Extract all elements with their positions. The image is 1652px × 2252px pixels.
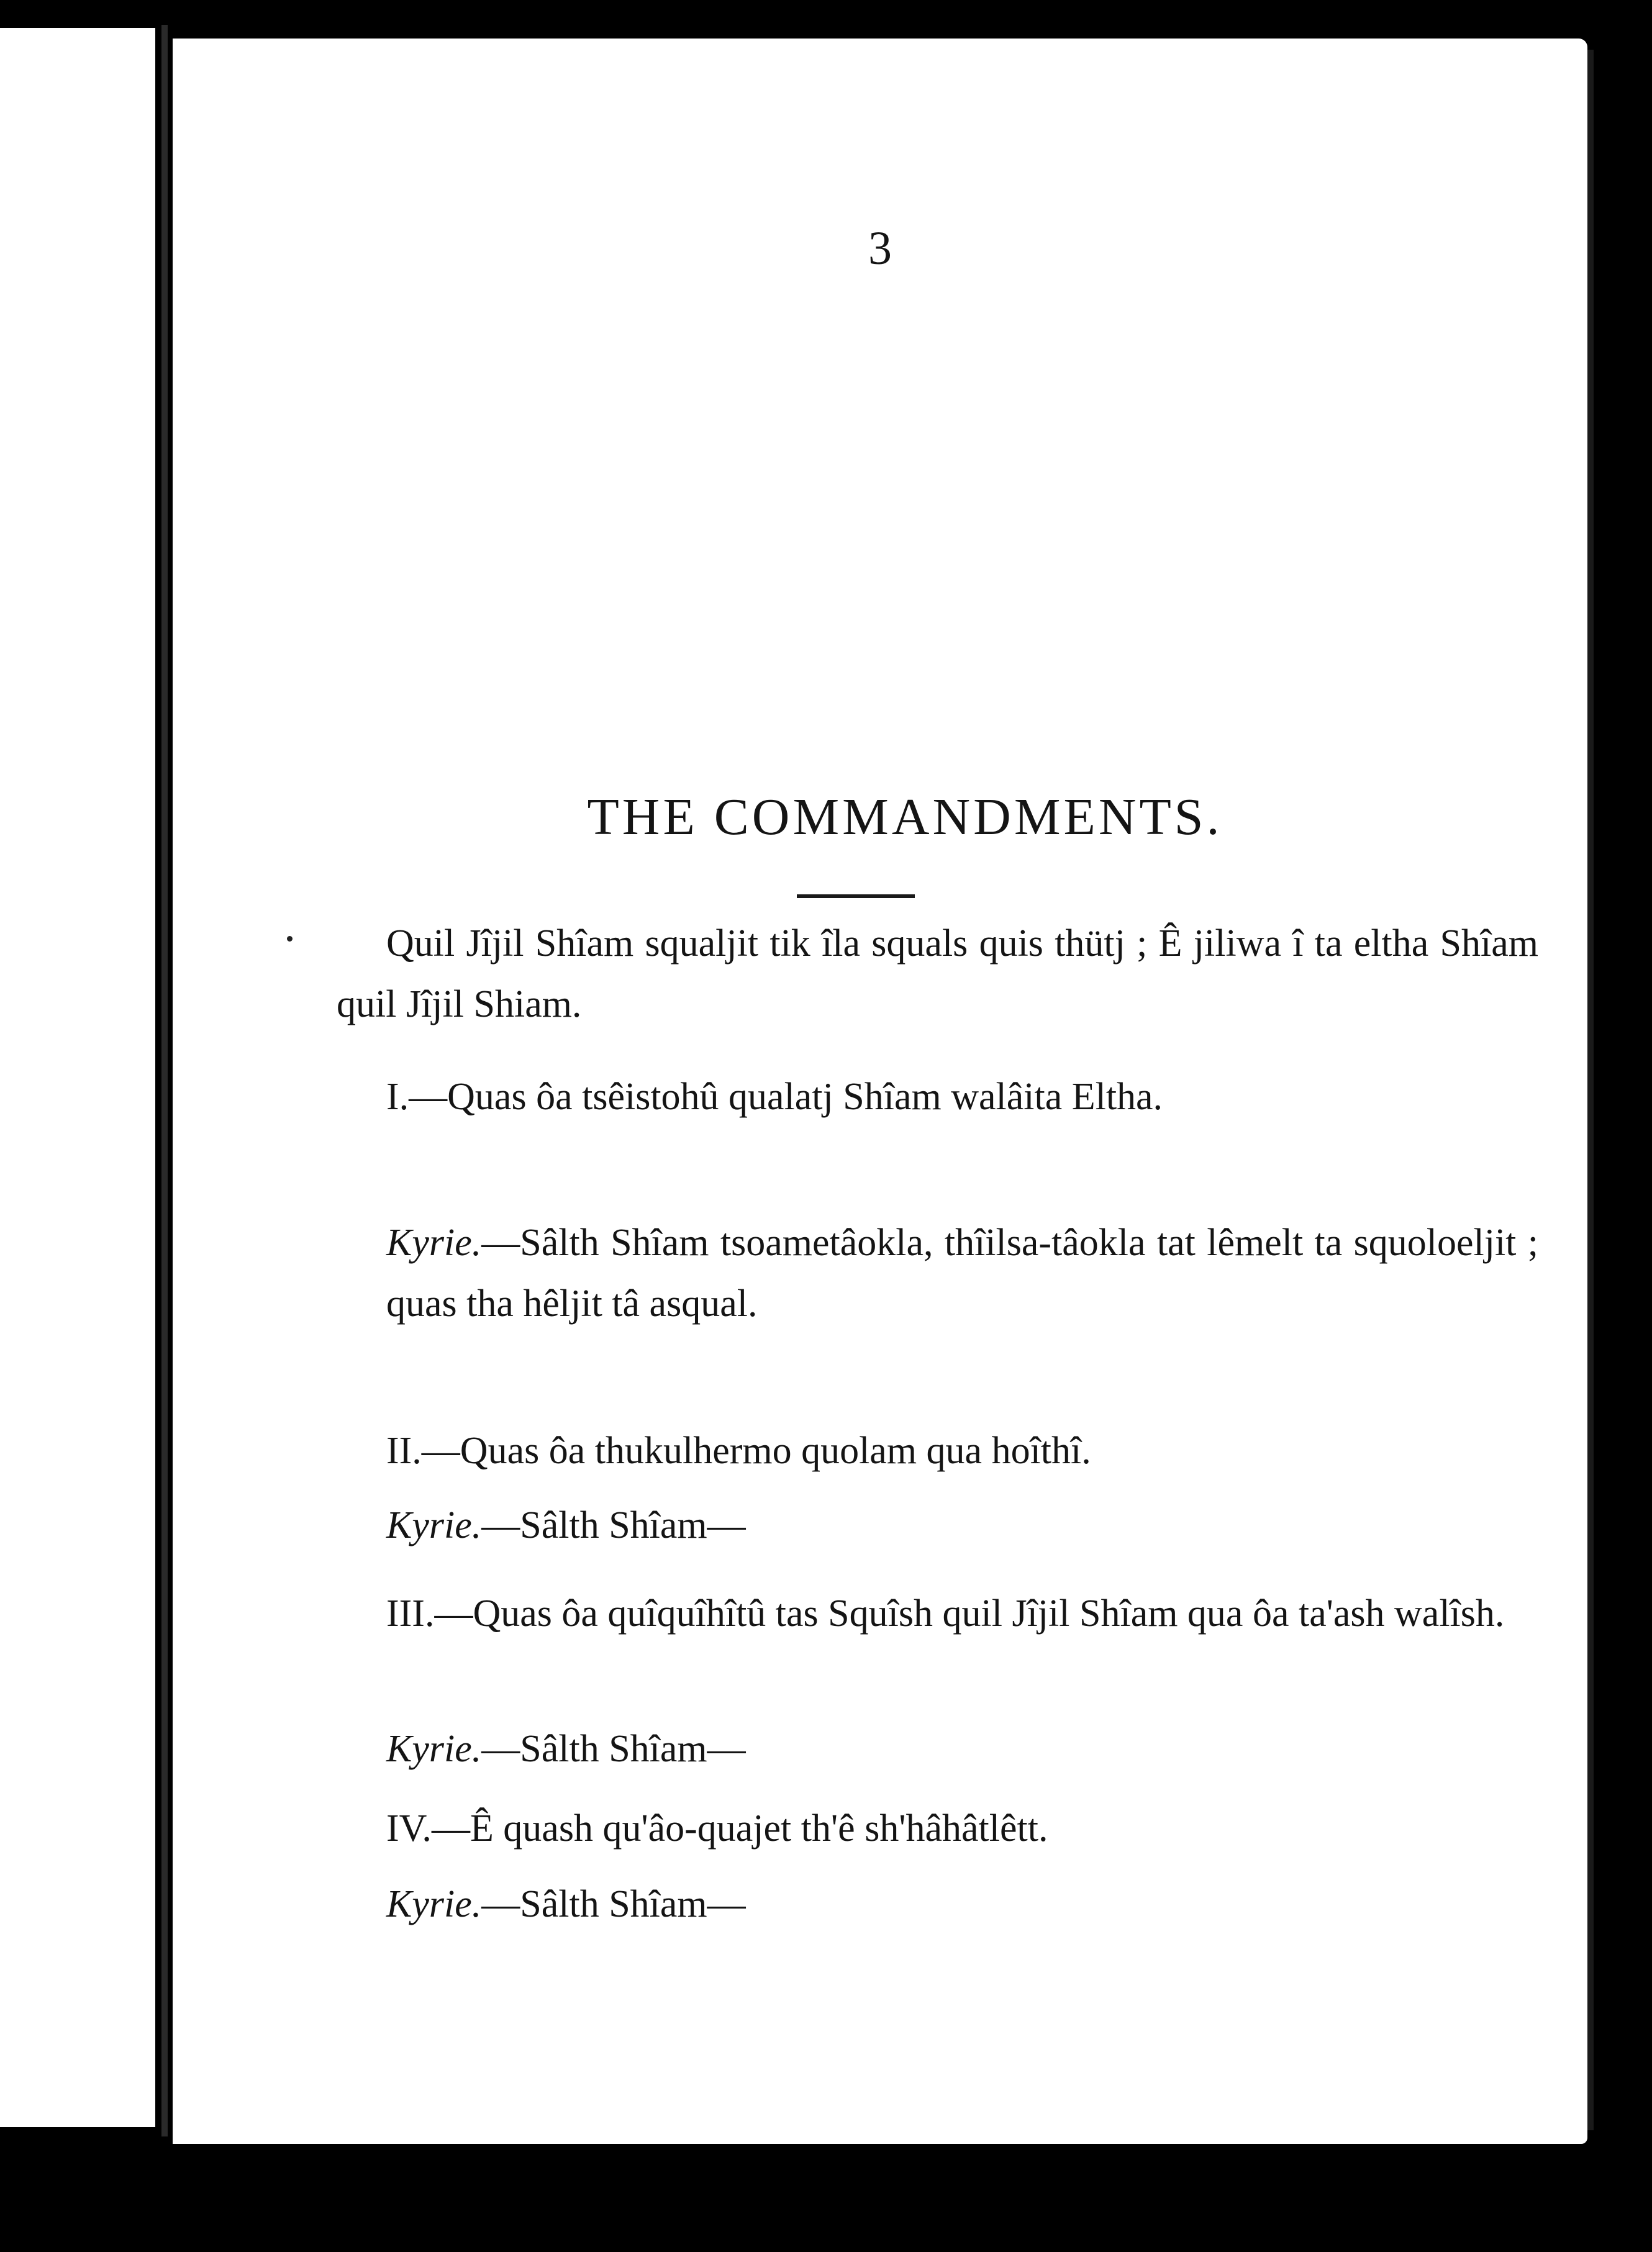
intro-block xyxy=(337,913,1538,1035)
response-text: —Sâlth Shîam— xyxy=(481,1883,746,1925)
response-3 xyxy=(337,1719,1538,1779)
page xyxy=(173,39,1587,2144)
binding-gutter xyxy=(161,25,168,2136)
commandment-3 xyxy=(337,1583,1538,1644)
commandment-text: —Quas ôa tsêistohû qualatj Shîam walâita Eltha. xyxy=(409,1076,1163,1118)
commandment-1 xyxy=(337,1066,1538,1127)
response-label: Kyrie. xyxy=(386,1222,482,1264)
commandment-paragraph xyxy=(337,1583,1538,1644)
commandment-paragraph xyxy=(337,1798,1538,1859)
commandment-numeral: IV. xyxy=(386,1807,432,1850)
commandment-4 xyxy=(337,1798,1538,1859)
response-text: —Sâlth Shîam tsoametâokla, thîilsa-tâokla tat lêmelt ta squoloeljit ; quas tha hêljit tâ asqual. xyxy=(386,1222,1538,1325)
response-1 xyxy=(337,1212,1538,1334)
facing-page-edge xyxy=(0,28,155,2127)
commandment-paragraph xyxy=(337,1420,1538,1481)
response-label: Kyrie. xyxy=(386,1883,482,1925)
response-paragraph xyxy=(337,1495,1538,1556)
response-paragraph xyxy=(337,1874,1538,1935)
heading-rule xyxy=(797,894,915,898)
response-paragraph xyxy=(337,1212,1538,1334)
page-edge-shadow xyxy=(1587,50,1594,2130)
commandment-numeral: II. xyxy=(386,1430,422,1472)
response-label: Kyrie. xyxy=(386,1728,482,1770)
commandment-numeral: III. xyxy=(386,1592,435,1635)
commandment-text: —Ê quash qu'âo-quajet th'ê sh'hâhâtlêtt. xyxy=(431,1807,1048,1850)
speck xyxy=(287,936,293,942)
page-heading: THE COMMANDMENTS. xyxy=(587,788,1223,846)
commandment-2 xyxy=(337,1420,1538,1481)
page-number: 3 xyxy=(868,222,892,275)
commandment-text: —Quas ôa quîquîhîtû tas Squîsh quil Jîjil Shîam qua ôa ta'ash walîsh. xyxy=(434,1592,1505,1635)
commandment-numeral: I. xyxy=(386,1076,409,1118)
response-label: Kyrie. xyxy=(386,1504,482,1546)
commandment-paragraph xyxy=(337,1066,1538,1127)
intro-paragraph: Quil Jîjil Shîam squaljit tik îla squals quis thütj ; Ê jiliwa î ta eltha Shîam quil Jîjil Shiam. xyxy=(337,922,1538,1025)
response-4 xyxy=(337,1874,1538,1935)
response-text: —Sâlth Shîam— xyxy=(481,1728,746,1770)
response-2 xyxy=(337,1495,1538,1556)
response-text: —Sâlth Shîam— xyxy=(481,1504,746,1546)
commandment-text: —Quas ôa thukulhermo quolam qua hoîthî. xyxy=(421,1430,1091,1472)
response-paragraph xyxy=(337,1719,1538,1779)
